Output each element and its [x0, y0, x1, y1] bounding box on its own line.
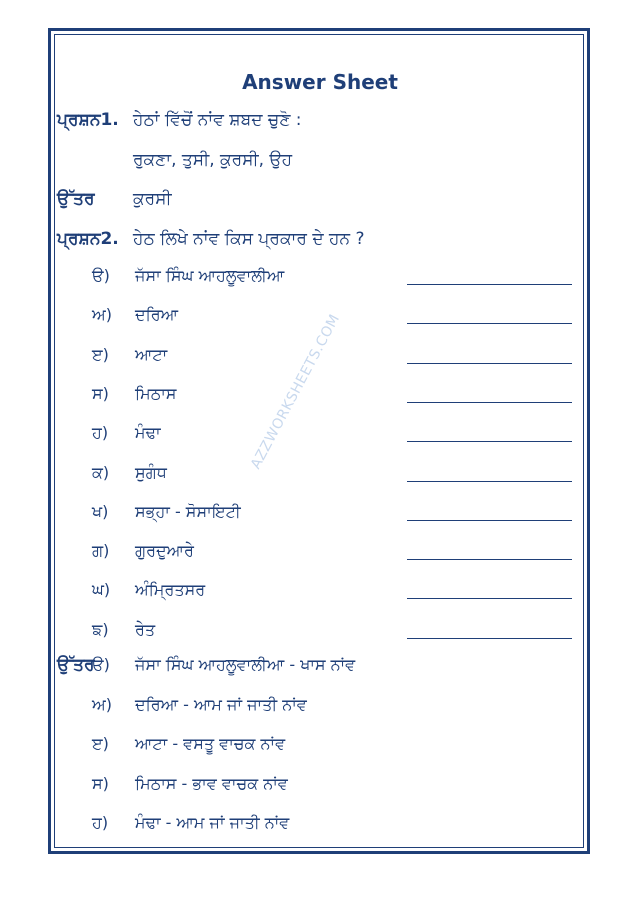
answer-blank-line[interactable] [407, 559, 572, 560]
item-word: ਮੰਢਾ [135, 423, 161, 442]
answer-blank-line[interactable] [407, 520, 572, 521]
answer-blank-line[interactable] [407, 402, 572, 403]
item-letter: ਅ) [92, 305, 113, 324]
item-letter: ਹ) [92, 423, 109, 442]
answer-blank-line[interactable] [407, 323, 572, 324]
item-word: ਆਟਾ [135, 345, 168, 364]
item-letter: ਗ) [92, 541, 110, 560]
answer-text: ਮਿਠਾਸ - ਭਾਵ ਵਾਚਕ ਨਾਂਵ [135, 774, 288, 793]
watermark: AZZWORKSHEETS.COM [247, 311, 344, 472]
item-letter: ੳ) [92, 266, 110, 285]
answer-text: ਦਰਿਆ - ਆਮ ਜਾਂ ਜਾਤੀ ਨਾਂਵ [135, 695, 307, 714]
question-2-text: ਹੇਠ ਲਿਖੇ ਨਾਂਵ ਕਿਸ ਪ੍ਰਕਾਰ ਦੇ ਹਨ ? [133, 229, 365, 249]
answer-blank-line[interactable] [407, 481, 572, 482]
answer-letter: ਹ) [92, 813, 109, 832]
item-letter: ਸ) [92, 384, 109, 403]
item-letter: ਕ) [92, 463, 110, 482]
answer-blank-line[interactable] [407, 363, 572, 364]
page-title: Answer Sheet [242, 70, 398, 94]
answer-1-text: ਕੁਰਸੀ [133, 189, 172, 209]
item-word: ਦਰਿਆ [135, 305, 179, 324]
question-1-label: ਪ੍ਰਸ਼ਨ1. [57, 110, 119, 130]
item-word: ਜੱਸਾ ਸਿੰਘ ਆਹਲੂਵਾਲੀਆ [135, 266, 285, 285]
item-letter: ਙ) [92, 620, 109, 639]
item-word: ਮਿਠਾਸ [135, 384, 177, 403]
item-word: ਰੇਤ [135, 620, 156, 639]
answer-2-label: ਉੱਤਰ [57, 655, 95, 675]
item-letter: ਘ) [92, 580, 111, 599]
item-word: ਅੰਮ੍ਰਿਤਸਰ [135, 580, 206, 599]
item-word: ਗੁਰਦੁਆਰੇ [135, 541, 194, 560]
answer-letter: ਸ) [92, 774, 109, 793]
item-letter: ੲ) [92, 345, 109, 364]
answer-letter: ਅ) [92, 695, 113, 714]
answer-letter: ੳ) [92, 655, 110, 674]
answer-1-label: ਉੱਤਰ [57, 189, 95, 209]
answer-blank-line[interactable] [407, 638, 572, 639]
answer-letter: ੲ) [92, 734, 109, 753]
answer-blank-line[interactable] [407, 598, 572, 599]
answer-blank-line[interactable] [407, 284, 572, 285]
question-2-label: ਪ੍ਰਸ਼ਨ2. [57, 229, 119, 249]
answer-text: ਆਟਾ - ਵਸਤੂ ਵਾਚਕ ਨਾਂਵ [135, 734, 286, 753]
answer-text: ਜੱਸਾ ਸਿੰਘ ਆਹਲੂਵਾਲੀਆ - ਖਾਸ ਨਾਂਵ [135, 655, 356, 674]
item-letter: ਖ) [92, 502, 109, 521]
item-word: ਸੁਗੰਧ [135, 463, 167, 482]
answer-blank-line[interactable] [407, 441, 572, 442]
question-1-text: ਹੇਠਾਂ ਵਿੱਚੋਂ ਨਾਂਵ ਸ਼ਬਦ ਚੁਣੋ : [133, 110, 302, 130]
question-1-options: ਰੁਕਣਾ, ਤੁਸੀ, ਕੁਰਸੀ, ਉਹ [133, 150, 293, 170]
answer-text: ਮੰਢਾ - ਆਮ ਜਾਂ ਜਾਤੀ ਨਾਂਵ [135, 813, 290, 832]
item-word: ਸਭ੍ਹਾ - ਸੋਸਾਇਟੀ [135, 502, 241, 521]
